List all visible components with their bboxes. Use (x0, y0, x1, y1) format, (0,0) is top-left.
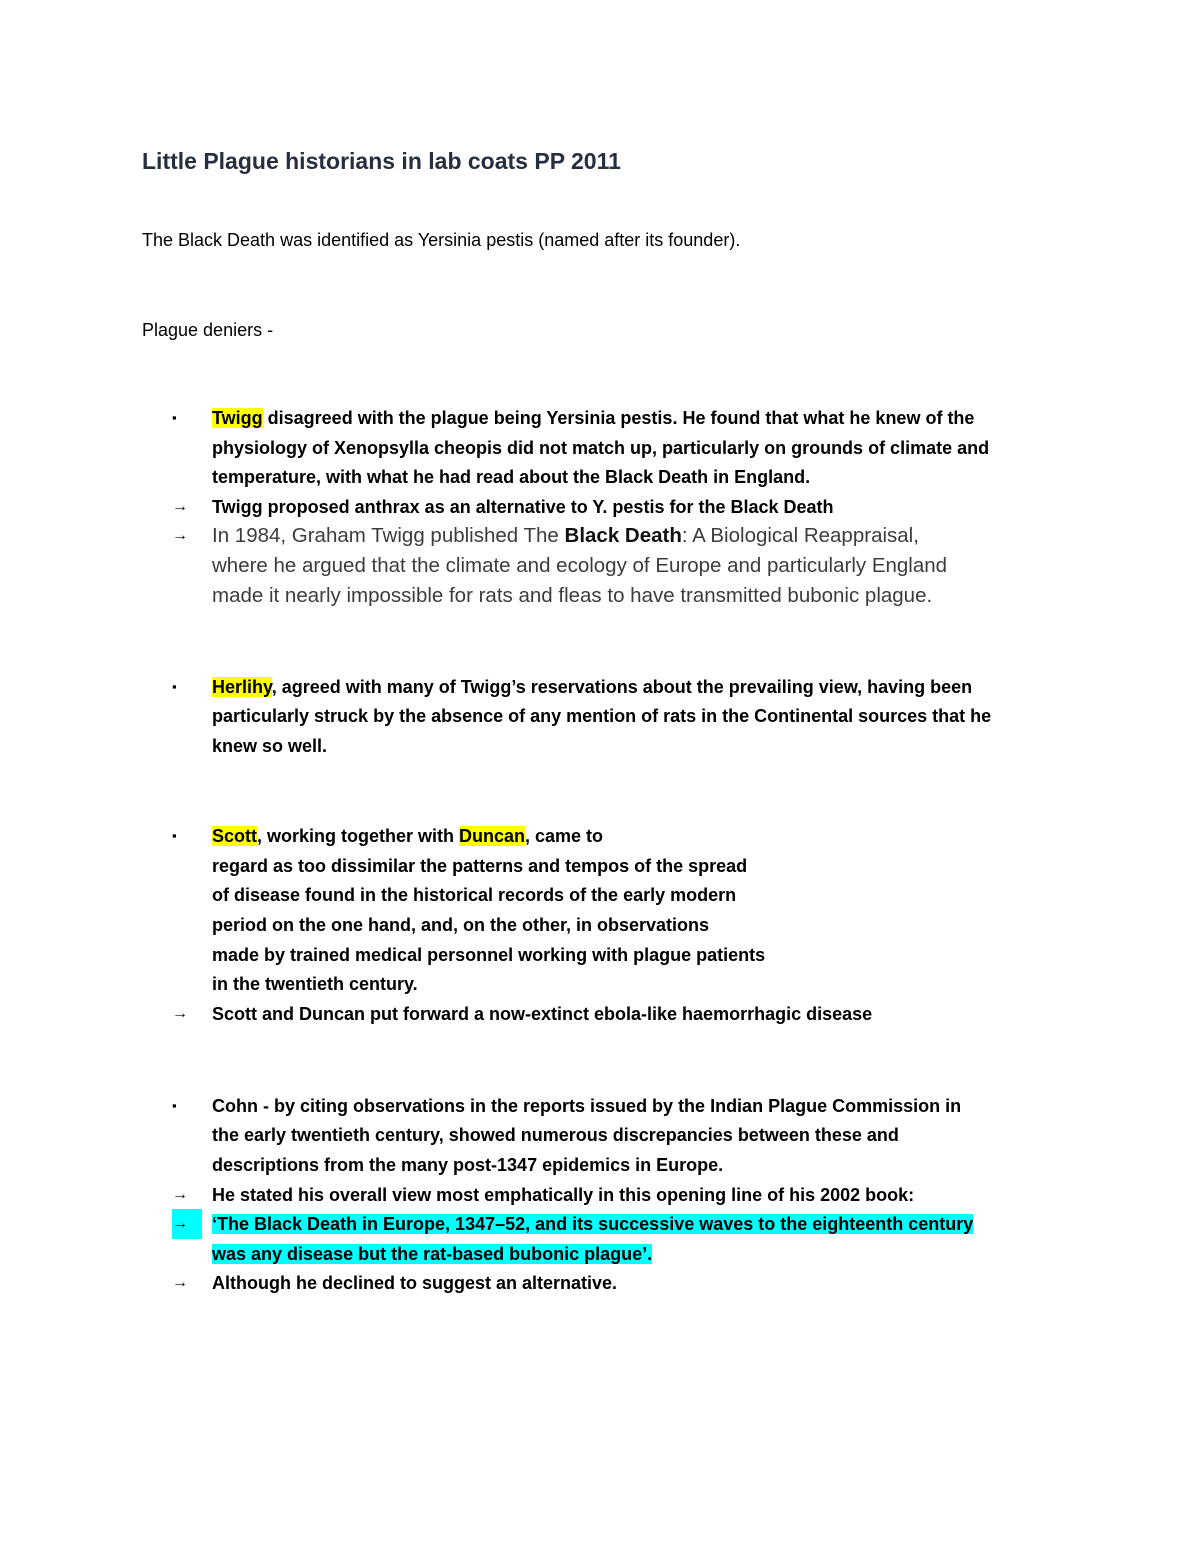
page-title: Little Plague historians in lab coats PP 2011 (142, 148, 621, 174)
deniers-label: Plague deniers - (142, 320, 274, 340)
arrow-item-continuation: where he argued that the climate and ecology of Europe and particularly England (212, 554, 948, 577)
arrow-item: → Although he declined to suggest an alternative. (0, 1268, 1200, 1298)
list-item-herlihy (0, 672, 1200, 702)
list-item-continuation: temperature, with what he had read about the Black Death in England. (212, 467, 811, 487)
book-title-strong: Black Death (564, 524, 682, 547)
list-item-continuation: in the twentieth century. (212, 974, 418, 994)
list-item-scott (0, 821, 1200, 851)
list-item-continuation: knew so well. (212, 736, 328, 756)
highlighted-quote: was any disease but the rat-based bubonic plague’. (212, 1244, 653, 1264)
list-item-continuation: the early twentieth century, showed numerous discrepancies between these and (212, 1125, 899, 1145)
bullet-marker: ▪ (172, 1098, 177, 1113)
arrow-marker: → (172, 527, 188, 544)
arrow-item (0, 521, 1200, 551)
list-item-cohn: ▪ Cohn - by citing observations in the reports issued by the Indian Plague Commission in (0, 1091, 1200, 1121)
list-item-continuation: regard as too dissimilar the patterns and tempos of the spread (212, 856, 748, 876)
arrow-marker: → (172, 1274, 188, 1291)
list-item-text: Herlihy, agreed with many of Twigg’s reservations about the prevailing view, having been (212, 677, 973, 697)
arrow-item-continuation: made it nearly impossible for rats and fleas to have transmitted bubonic plague. (212, 584, 933, 607)
arrow-marker: → (172, 1005, 188, 1022)
list-item-continuation: made by trained medical personnel working with plague patients (212, 945, 766, 965)
arrow-marker: → (172, 498, 188, 515)
highlight-name: Duncan (459, 826, 526, 846)
list-item-continuation: period on the one hand, and, on the other, in observations (212, 915, 710, 935)
highlighted-quote: ‘The Black Death in Europe, 1347–52, and its successive waves to the eighteenth century (212, 1214, 974, 1234)
intro-paragraph: The Black Death was identified as Yersinia pestis (named after its founder). (142, 230, 741, 250)
highlight-name: Herlihy (212, 677, 272, 697)
list-item-twigg (0, 403, 1200, 433)
arrow-item-continuation (0, 1239, 1200, 1269)
bullet-marker: ▪ (172, 410, 177, 425)
arrow-marker: → (172, 1186, 188, 1203)
list-item-continuation: physiology of Xenopsylla cheopis did not match up, particularly on grounds of climate and (212, 438, 990, 458)
arrow-item-text: In 1984, Graham Twigg published The Black Death: A Biological Reappraisal, (212, 524, 919, 547)
list-item-continuation: particularly struck by the absence of any mention of rats in the Continental sources that he (212, 706, 992, 726)
arrow-item-quote (0, 1209, 1200, 1239)
list-item-text: Scott, working together with Duncan, came to (212, 826, 604, 846)
highlight-name: Scott (212, 826, 257, 846)
arrow-item: → He stated his overall view most emphatically in this opening line of his 2002 book: (0, 1180, 1200, 1210)
list-item-text: Twigg disagreed with the plague being Yersinia pestis. He found that what he knew of the (212, 408, 975, 428)
highlight-name: Twigg (212, 408, 263, 428)
bullet-marker: ▪ (172, 679, 177, 694)
arrow-item: → Twigg proposed anthrax as an alternative to Y. pestis for the Black Death (0, 492, 1200, 522)
arrow-item: → Scott and Duncan put forward a now-extinct ebola-like haemorrhagic disease (0, 999, 1200, 1029)
bullet-marker: ▪ (172, 828, 177, 843)
list-item-continuation: descriptions from the many post-1347 epidemics in Europe. (212, 1155, 724, 1175)
arrow-marker: → (172, 1209, 202, 1239)
list-item-continuation: of disease found in the historical records of the early modern (212, 885, 737, 905)
